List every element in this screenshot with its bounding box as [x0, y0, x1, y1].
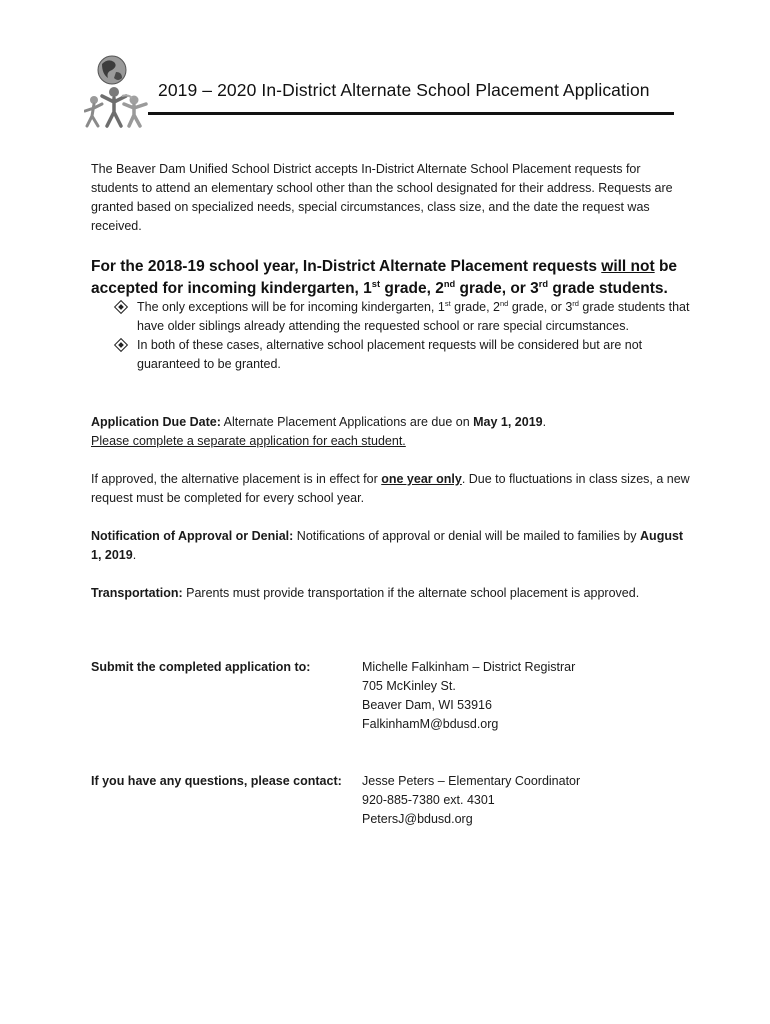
- notification-paragraph: Notification of Approval or Denial: Notifications of approval or denial will be mailed to families by August 1, 2019.: [91, 529, 684, 562]
- list-item: The only exceptions will be for incoming kindergarten, 1st grade, 2nd grade, or 3rd grade students that have older siblings already attending the requested school or rare special circumstances.: [115, 298, 695, 336]
- diamond-bullet-icon: [114, 300, 128, 314]
- coordinator-phone: 920-885-7380 ext. 4301: [362, 793, 495, 807]
- headline-notice: For the 2018-19 school year, In-District Alternate Placement requests will not be accepted for incoming kindergarten, 1st grade, 2nd grade, or 3rd grade students.: [91, 258, 678, 297]
- page-title: 2019 – 2020 In-District Alternate School Placement Application: [158, 80, 650, 100]
- title-underline: [148, 112, 674, 115]
- exceptions-list: [115, 298, 695, 374]
- district-logo: [84, 52, 154, 128]
- coordinator-contact: Jesse Peters – Elementary Coordinator 920-885-7380 ext. 4301 PetersJ@bdusd.org: [362, 772, 580, 829]
- diamond-bullet-icon: [114, 338, 128, 352]
- approval-duration-paragraph: If approved, the alternative placement is in effect for one year only. Due to fluctuations in class sizes, a new request must be completed for every school year.: [91, 472, 690, 505]
- coordinator-email: PetersJ@bdusd.org: [362, 812, 473, 826]
- due-date-section: Application Due Date: Alternate Placement Applications are due on May 1, 2019. Please complete a separate application for each student.: [91, 415, 547, 448]
- transportation-paragraph: Transportation: Parents must provide transportation if the alternate school placement is approved.: [91, 586, 640, 600]
- intro-paragraph: The Beaver Dam Unified School District accepts In-District Alternate School Placement requests for students to attend an elementary school other than the school designated for their address. Requests are granted based on specialized needs, special circumstances, class size, and the date the request was received.: [91, 162, 673, 233]
- submit-label: Submit the completed application to:: [91, 660, 311, 674]
- registrar-email: FalkinhamM@bdusd.org: [362, 717, 499, 731]
- registrar-contact: Michelle Falkinham – District Registrar 705 McKinley St. Beaver Dam, WI 53916 FalkinhamM@bdusd.org: [362, 658, 575, 734]
- will-not-emphasis: will not: [601, 258, 655, 275]
- list-item: In both of these cases, alternative school placement requests will be considered but are not guaranteed to be granted.: [115, 336, 695, 374]
- separate-application-note: Please complete a separate application for each student.: [91, 434, 406, 448]
- questions-label: If you have any questions, please contact:: [91, 774, 342, 788]
